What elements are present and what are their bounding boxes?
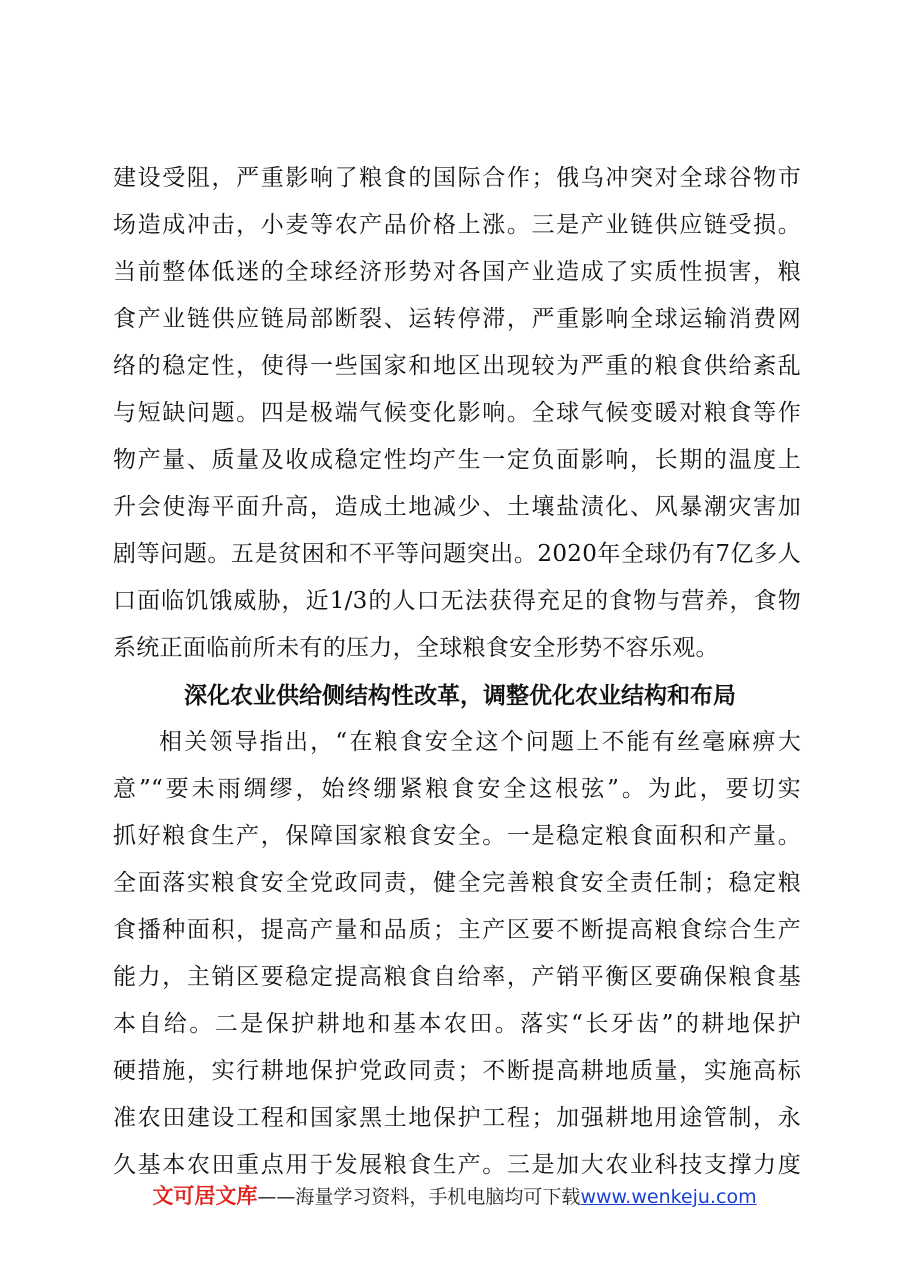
text-line: 场造成冲击，小麦等农产品价格上涨。三是产业链供应链受损。 <box>113 212 801 238</box>
text-line: 准农田建设工程和国家黑土地保护工程；加强耕地用途管制，永 <box>113 1105 801 1131</box>
text-line: 久基本农田重点用于发展粮食生产。三是加大农业科技支撑力度 <box>113 1152 801 1178</box>
text-line: 升会使海平面升高，造成土地减少、土壤盐渍化、风暴潮灾害加 <box>113 494 801 520</box>
website-link[interactable]: www.wenkeju.com <box>580 1186 757 1208</box>
document-body <box>113 155 801 1189</box>
text-line: 本自给。二是保护耕地和基本农田。落实“长牙齿”的耕地保护 <box>113 1011 801 1037</box>
text-line: 食播种面积，提高产量和品质；主产区要不断提高粮食综合生产 <box>113 917 801 943</box>
text-line: 意”“要未雨绸缪，始终绷紧粮食安全这根弦”。为此，要切实 <box>113 776 801 802</box>
text-line: 建设受阻，严重影响了粮食的国际合作；俄乌冲突对全球谷物市 <box>113 165 801 191</box>
footer-tagline: ——海量学习资料，手机电脑均可下载 <box>257 1186 581 1208</box>
text-line: 硬措施，实行耕地保护党政同责；不断提高耕地质量，实施高标 <box>113 1058 801 1084</box>
text-line: 当前整体低迷的全球经济形势对各国产业造成了实质性损害，粮 <box>113 259 801 285</box>
text-line: 抓好粮食生产，保障国家粮食安全。一是稳定粮食面积和产量。 <box>113 823 801 849</box>
text-line: 物产量、质量及收成稳定性均产生一定负面影响，长期的温度上 <box>113 447 801 473</box>
text-line: 相关领导指出，“在粮食安全这个问题上不能有丝毫麻痹大 <box>159 729 801 755</box>
text-line: 全面落实粮食安全党政同责，健全完善粮食安全责任制；稳定粮 <box>113 870 801 896</box>
text-line: 剧等问题。五是贫困和不平等问题突出。2020年全球仍有7亿多人 <box>113 541 801 567</box>
brand-name: 文可居文库 <box>152 1184 258 1208</box>
text-line: 口面临饥饿威胁，近1/3的人口无法获得充足的食物与营养，食物 <box>113 588 801 614</box>
text-line: 与短缺问题。四是极端气候变化影响。全球气候变暖对粮食等作 <box>113 400 801 426</box>
text-line: 能力，主销区要稳定提高粮食自给率，产销平衡区要确保粮食基 <box>113 964 801 990</box>
text-line: 食产业链供应链局部断裂、运转停滞，严重影响全球运输消费网 <box>113 306 801 332</box>
page-footer <box>0 1180 909 1210</box>
section-heading: 深化农业供给侧结构性改革，调整优化农业结构和布局 <box>184 682 736 709</box>
text-line: 系统正面临前所未有的压力，全球粮食安全形势不容乐观。 <box>113 635 719 661</box>
text-line: 络的稳定性，使得一些国家和地区出现较为严重的粮食供给紊乱 <box>113 353 801 379</box>
